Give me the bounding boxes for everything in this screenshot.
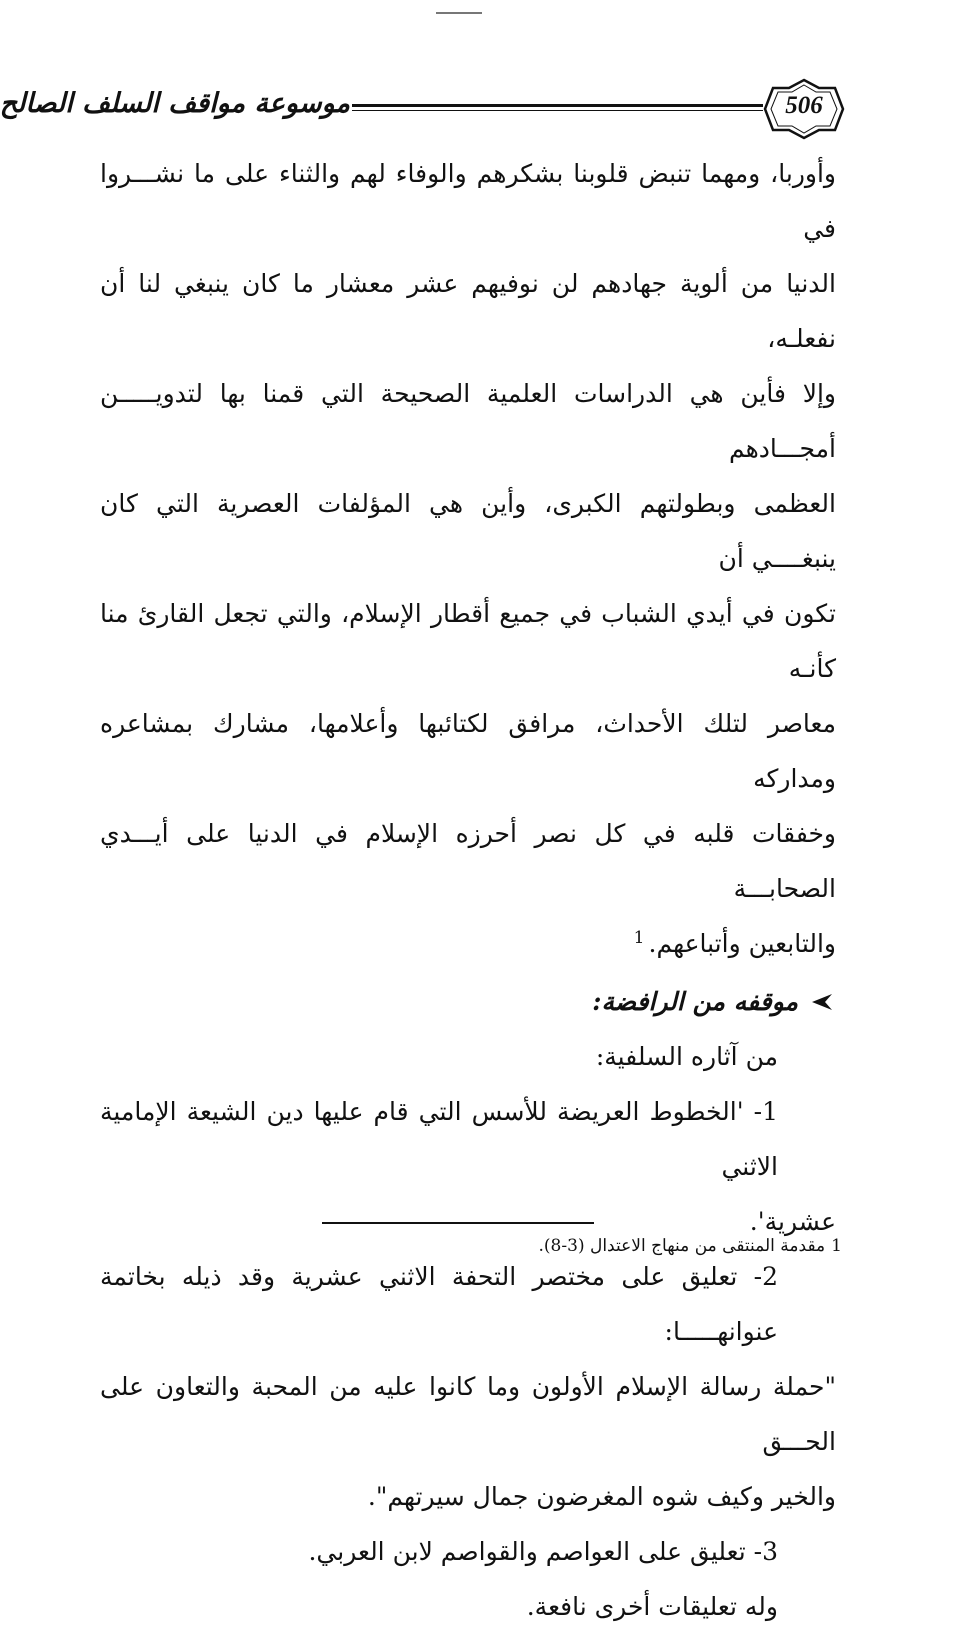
body-line: وخفقات قلبه في كل نصر أحرزه الإسلام في الدنيا على أيـــدي الصحابـــة [100,819,836,903]
running-title: موسوعة مواقف السلف الصالح [0,88,350,119]
page-number-badge [763,78,845,140]
list-item: 2- تعليق على مختصر التحفة الاثني عشرية وقد ذيله بخاتمة عنوانهـــــا: [100,1262,778,1346]
section-heading [100,974,836,1029]
footnote-reference[interactable]: 1 [633,927,645,948]
section-heading-text: موقفه من الرافضة: [592,987,798,1016]
list-item-continuation: عشرية'. [749,1207,836,1236]
footnote-number: 1 [831,1236,842,1256]
body-line: معاصر لتلك الأحداث، مرافق لكتائبها وأعلامها، مشارك بمشاعره ومداركه [100,709,836,793]
body-line: وإلا فأين هي الدراسات العلمية الصحيحة التي قمنا بها لتدويـــــن أمجـــادهم [100,379,836,463]
list-item-continuation: "حملة رسالة الإسلام الأولون وما كانوا عليه من المحبة والتعاون على الحـــق [100,1372,836,1456]
footnote [538,1236,842,1256]
top-scan-mark [436,12,482,14]
body-line-last [100,916,836,971]
footnote-separator [322,1222,594,1224]
page-header [0,78,845,146]
list-item: 1- 'الخطوط العريضة للأسس التي قام عليها دين الشيعة الإمامية الاثني [100,1097,778,1181]
body-line-text: والتابعين وأتباعهم. [648,929,836,958]
footnote-text: مقدمة المنتقى من منهاج الاعتدال (3-8). [538,1236,826,1256]
intro-line: من آثاره السلفية: [595,1042,778,1071]
page-number: 506 [785,92,823,119]
closing-line: وله تعليقات أخرى نافعة. [526,1592,778,1621]
main-text [100,146,836,1634]
body-line: تكون في أيدي الشباب في جميع أقطار الإسلام، والتي تجعل القارئ منا كأنـه [100,599,836,683]
body-line: وأوربا، ومهما تنبض قلوبنا بشكرهم والوفاء لهم والثناء على ما نشـــروا في [100,159,836,243]
arrowhead-left-icon [810,992,834,1012]
list-item-continuation: والخير وكيف شوه المغرضون جمال سيرتهم". [367,1482,836,1511]
list-item: 3- تعليق على العواصم والقواصم لابن العربي. [308,1537,778,1566]
body-line: الدنيا من ألوية جهادهم لن نوفيهم عشر معشار ما كان ينبغي لنا أن نفعلـه، [100,269,836,353]
body-line: العظمى وبطولتهم الكبرى، وأين هي المؤلفات العصرية التي كان ينبغــــي أن [100,489,836,573]
header-rule [352,104,763,111]
